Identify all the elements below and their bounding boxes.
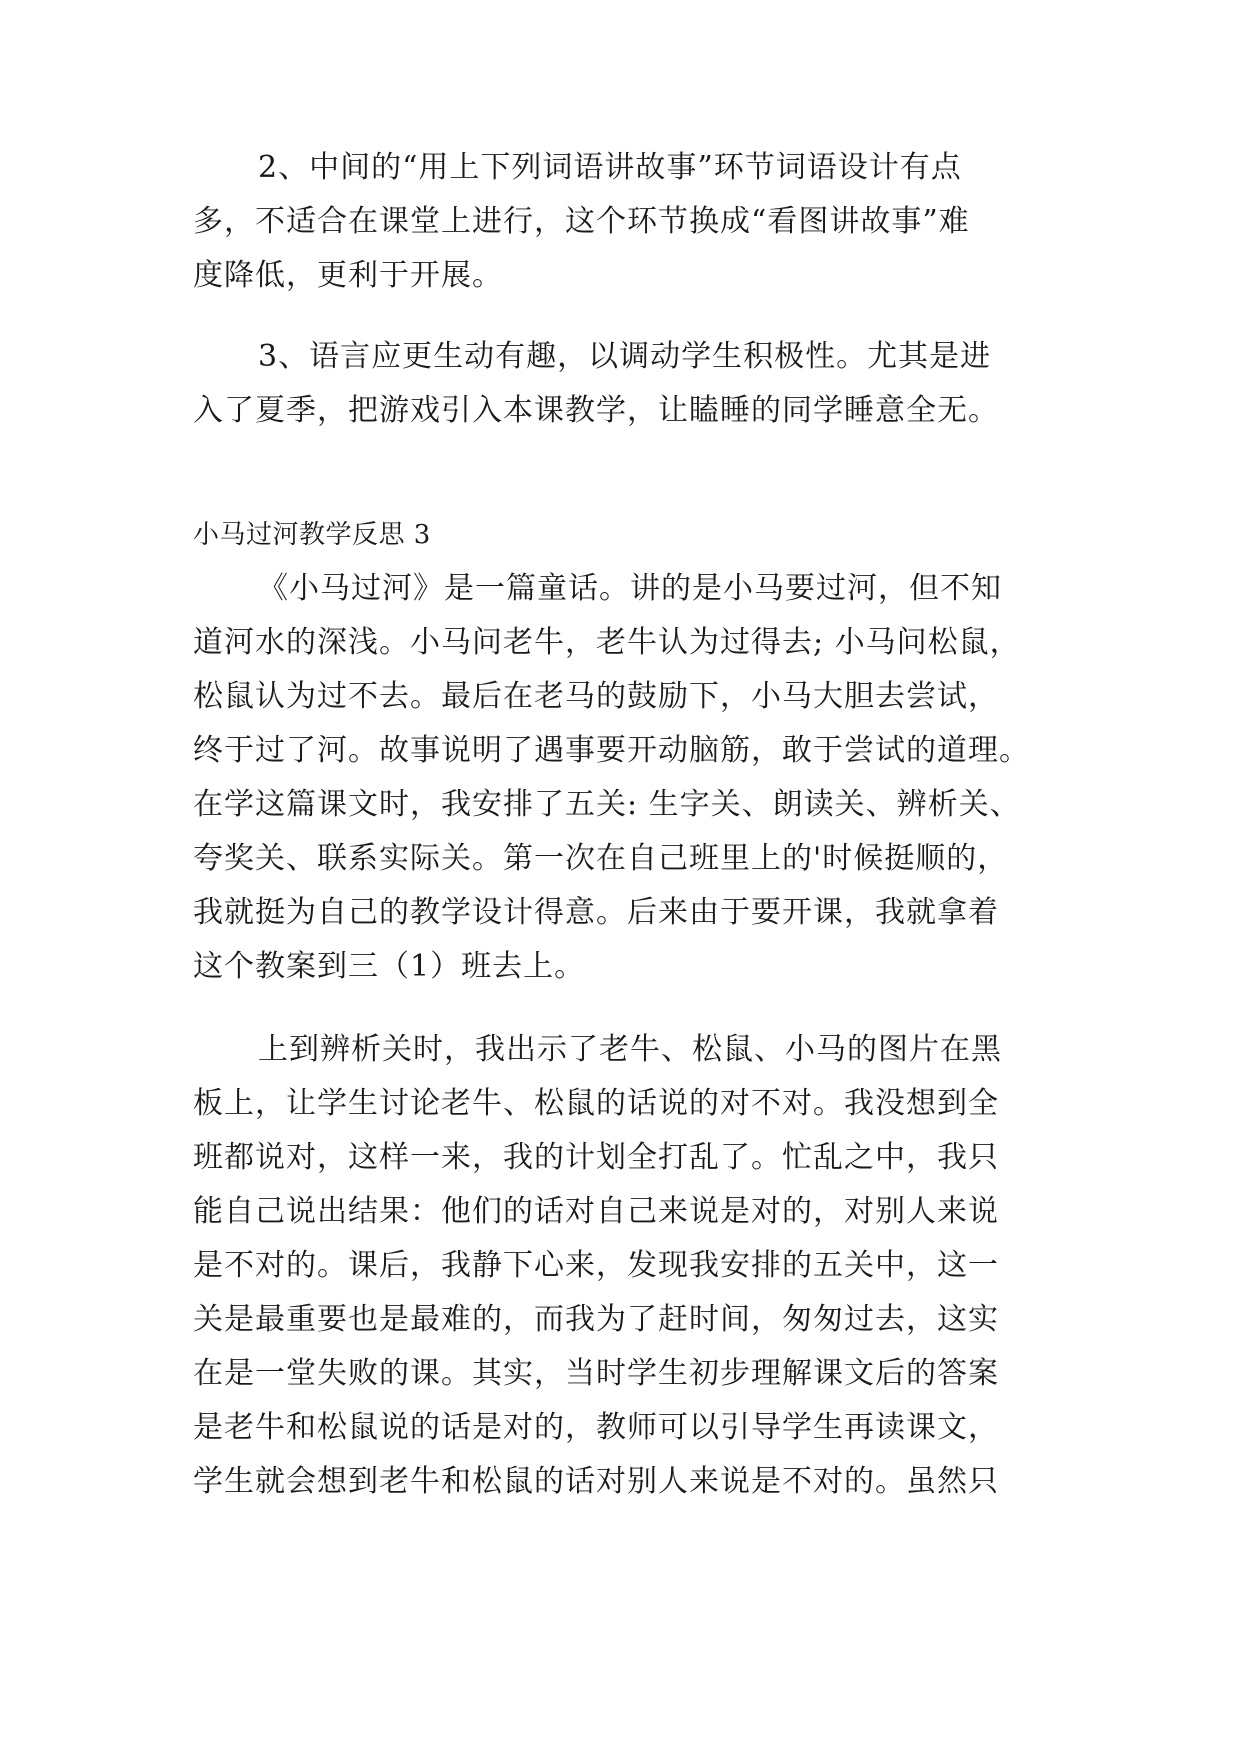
paragraph-4-line-1: 《小马过河》是一篇童话。讲的是小马要过河，但不知 <box>258 571 1002 606</box>
paragraph-4-line-6: 夸奖关、联系实际关。第一次在自己班里上的'时候挺顺的， <box>193 841 1009 876</box>
paragraph-5-line-7: 在是一堂失败的课。其实，当时学生初步理解课文后的答案 <box>193 1356 999 1391</box>
paragraph-3-line-2: 入了夏季，把游戏引入本课教学，让瞌睡的同学睡意全无。 <box>193 393 999 428</box>
paragraph-5-line-3: 班都说对，这样一来，我的计划全打乱了。忙乱之中，我只 <box>193 1140 999 1175</box>
paragraph-2-line-1: 2、中间的“用上下列词语讲故事”环节词语设计有点 <box>258 150 962 185</box>
paragraph-5-line-8: 是老牛和松鼠说的话是对的，教师可以引导学生再读课文， <box>193 1410 999 1445</box>
paragraph-5-line-1: 上到辨析关时，我出示了老牛、松鼠、小马的图片在黑 <box>258 1032 1002 1067</box>
paragraph-5-line-9: 学生就会想到老牛和松鼠的话对别人来说是不对的。虽然只 <box>193 1464 999 1499</box>
paragraph-4-line-3: 松鼠认为过不去。最后在老马的鼓励下，小马大胆去尝试， <box>193 679 999 714</box>
paragraph-4-line-4: 终于过了河。故事说明了遇事要开动脑筋，敢于尝试的道理。 <box>193 733 1030 768</box>
paragraph-2-line-3: 度降低，更利于开展。 <box>193 258 503 293</box>
section-heading: 小马过河教学反思 3 <box>193 520 431 550</box>
paragraph-5-line-2: 板上，让学生讨论老牛、松鼠的话说的对不对。我没想到全 <box>193 1086 999 1121</box>
paragraph-5-line-4: 能自己说出结果：他们的话对自己来说是对的，对别人来说 <box>193 1194 999 1229</box>
paragraph-4-line-7: 我就挺为自己的教学设计得意。后来由于要开课，我就拿着 <box>193 895 999 930</box>
paragraph-5-line-5: 是不对的。课后，我静下心来，发现我安排的五关中，这一 <box>193 1248 999 1283</box>
paragraph-4-line-2: 道河水的深浅。小马问老牛，老牛认为过得去; 小马问松鼠， <box>193 625 1021 660</box>
paragraph-2-line-2: 多，不适合在课堂上进行，这个环节换成“看图讲故事”难 <box>193 204 970 239</box>
paragraph-4-line-5: 在学这篇课文时，我安排了五关: 生字关、朗读关、辨析关、 <box>193 787 1021 822</box>
paragraph-5-line-6: 关是最重要也是最难的，而我为了赶时间，匆匆过去，这实 <box>193 1302 999 1337</box>
paragraph-3-line-1: 3、语言应更生动有趣，以调动学生积极性。尤其是进 <box>258 339 992 374</box>
paragraph-4-line-8: 这个教案到三（1）班去上。 <box>193 949 586 984</box>
